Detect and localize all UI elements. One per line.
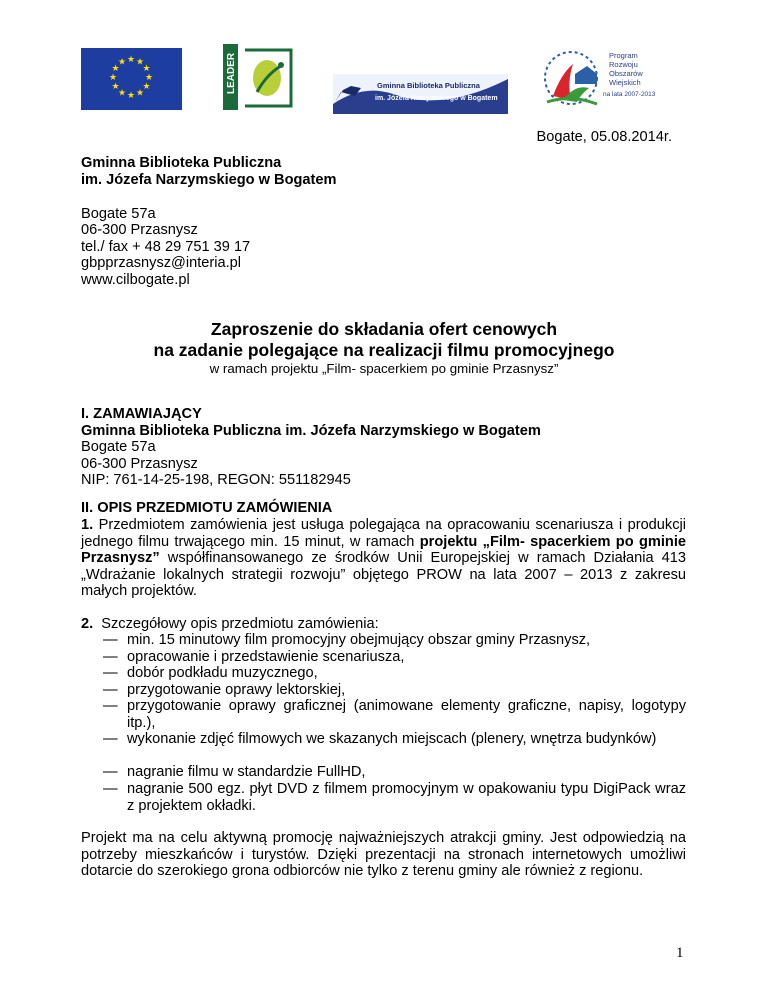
dash-icon: — [103, 682, 118, 698]
paragraph1-number: 1. [81, 517, 94, 533]
svg-text:★: ★ [142, 64, 151, 74]
sender-phone: tel./ fax + 48 29 751 39 17 [81, 239, 251, 255]
prow-line3: Obszarów [609, 69, 643, 78]
section2-paragraph3: Projekt ma na celu aktywną promocję najważniejszych atrakcji gminy. Jest odpowiedzią na potrzeby mieszkańców i turystów. Dzięki prezentacji na stronach internetowych umożliwi dotarcie do szerokiego grona odbiorców nie tylko z terenu gminy ale również z regionu. [81, 830, 686, 879]
library-logo-line1: Gminna Biblioteka Publiczna [377, 81, 480, 90]
paragraph1-text-b: współfinansowanego ze środków Unii Europejskiej w ramach Działania 413 „Wdrażanie lokalnych strategii rozwoju” objętego PROW na lata 2007 – 2013 z zakresu małych projektów. [81, 550, 686, 599]
section1-name: Gminna Biblioteka Publiczna im. Józefa Narzymskiego w Bogatem [81, 423, 541, 439]
dash-icon: — [103, 731, 118, 747]
svg-text:★: ★ [142, 82, 151, 92]
section1-address-line1: Bogate 57a [81, 439, 156, 455]
sender-address-line1: Bogate 57a [81, 206, 156, 222]
eu-flag-logo [81, 48, 182, 110]
sender-name-line2: im. Józefa Narzymskiego w Bogatem [81, 172, 337, 188]
list-item-text: przygotowanie oprawy lektorskiej, [127, 682, 346, 698]
svg-text:★: ★ [111, 64, 120, 74]
leader-text: LEADER [226, 52, 237, 94]
svg-text:★: ★ [135, 88, 145, 99]
prow-line5: na lata 2007-2013 [603, 91, 656, 98]
svg-text:★: ★ [111, 82, 120, 92]
paragraph2-intro-text: Szczegółowy opis przedmiotu zamówienia: [101, 616, 379, 632]
section2-paragraph1 [81, 517, 686, 600]
section1-ids: NIP: 761-14-25-198, REGON: 551182945 [81, 472, 351, 488]
svg-text:★: ★ [144, 73, 154, 83]
document-subtitle: w ramach projektu „Film- spacerkiem po gminie Przasnysz” [209, 361, 559, 376]
sender-name-line1: Gminna Biblioteka Publiczna [81, 155, 282, 171]
dash-icon: — [103, 632, 118, 648]
sender-website: www.cilbogate.pl [81, 272, 190, 288]
sender-address-line2: 06-300 Przasnysz [81, 222, 198, 238]
svg-text:★: ★ [117, 57, 127, 68]
prow-logo [541, 44, 671, 110]
svg-text:★: ★ [135, 57, 145, 68]
document-title-line2: na zadanie polegające na realizacji filmu promocyjnego [153, 340, 615, 360]
svg-text:★: ★ [126, 55, 136, 65]
list-item-text: min. 15 minutowy film promocyjny obejmujący obszar gminy Przasnysz, [127, 632, 591, 648]
prow-line4: Wiejskich [609, 78, 641, 87]
dash-icon: — [103, 698, 118, 714]
paragraph1-text-a: Przedmiotem zamówienia jest usługa polegająca na opracowaniu scenariusza i produkcji jednego filmu trwającego min. 15 minut, w ramach [81, 517, 686, 550]
library-logo-line2: im. Józefa Narzymskiego w Bogatem [375, 95, 498, 102]
list-item-text: nagranie 500 egz. płyt DVD z filmem promocyjnym w opakowaniu typu DigiPack wraz z projektem okładki. [127, 781, 686, 814]
logo-bar [0, 44, 768, 114]
prow-line1: Program [609, 51, 638, 60]
leader-logo [223, 44, 295, 110]
dash-icon: — [103, 764, 118, 780]
section1-address-line2: 06-300 Przasnysz [81, 456, 198, 472]
svg-text:★: ★ [126, 91, 136, 101]
page-number: 1 [676, 945, 684, 961]
svg-text:★: ★ [108, 73, 118, 83]
paragraph1-project-name: projektu „Film- spacerkiem po gminie Przasnysz” [81, 533, 686, 566]
document-date: Bogate, 05.08.2014r. [536, 129, 672, 145]
library-logo [333, 74, 508, 114]
sender-email: gbpprzasnysz@interia.pl [81, 255, 242, 271]
section2-heading: II. OPIS PRZEDMIOTU ZAMÓWIENIA [81, 500, 333, 516]
dash-icon: — [103, 665, 118, 681]
prow-line2: Rozwoju [609, 60, 638, 69]
dash-icon: — [103, 781, 118, 797]
paragraph2-number: 2. [81, 616, 94, 632]
section2-paragraph2-intro [81, 616, 379, 633]
list-item-text: nagranie filmu w standardzie FullHD, [127, 764, 366, 780]
document-title-line1: Zaproszenie do składania ofert cenowych [210, 319, 558, 339]
list-item-text: opracowanie i przedstawienie scenariusza, [127, 649, 405, 665]
list-item-text: przygotowanie oprawy graficznej (animowane elementy graficzne, napisy, logotypy itp.), [127, 698, 686, 731]
section1-heading: I. ZAMAWIAJĄCY [81, 406, 202, 422]
list-item-text: dobór podkładu muzycznego, [127, 665, 318, 681]
list-item-text: wykonanie zdjęć filmowych we skazanych miejscach (plenery, wnętrza budynków) [127, 731, 657, 747]
dash-icon: — [103, 649, 118, 665]
svg-text:★: ★ [117, 88, 127, 99]
